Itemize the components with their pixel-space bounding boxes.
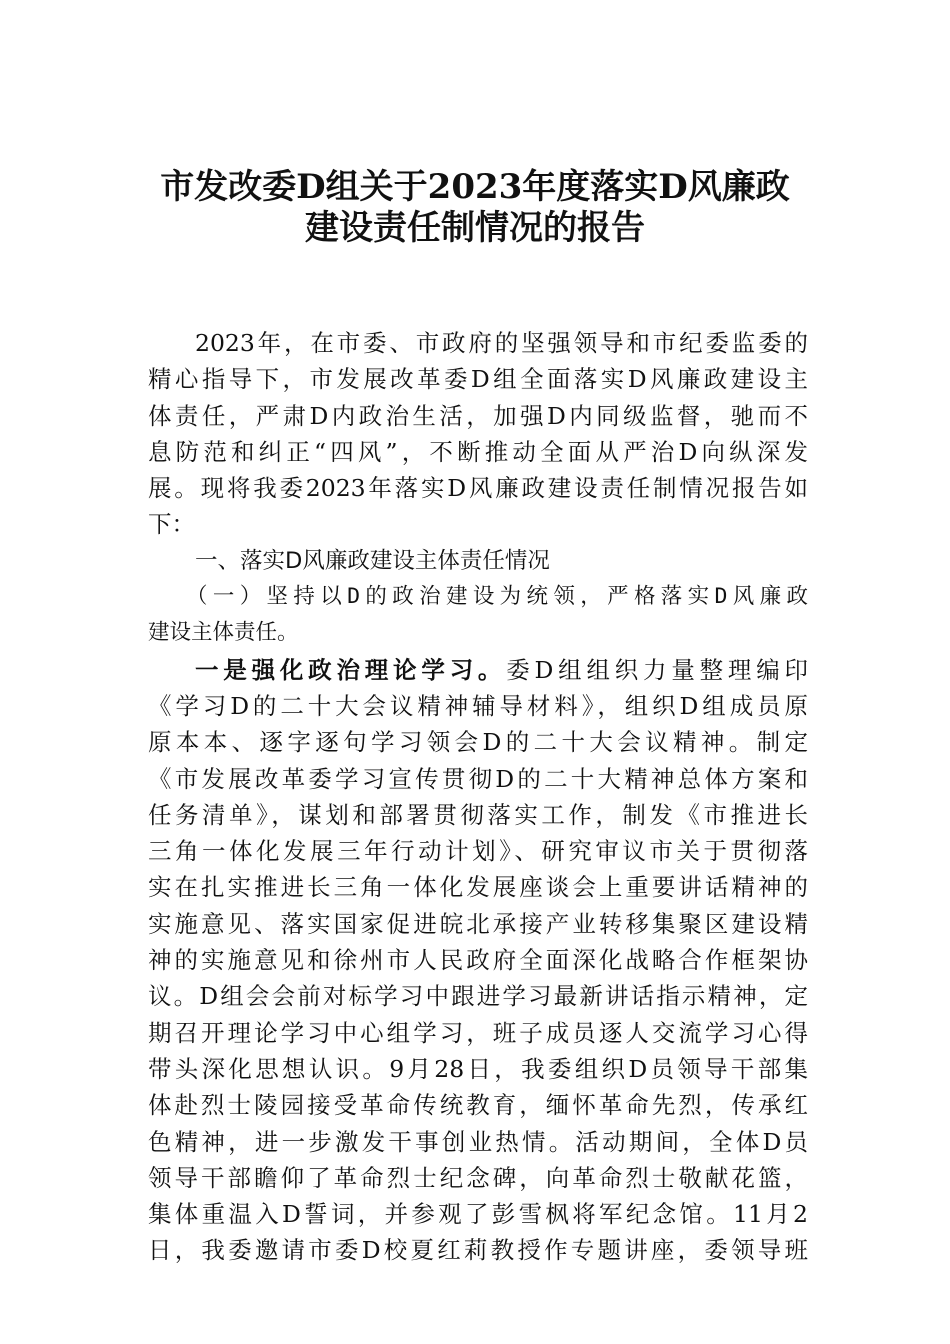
paragraph-first-line (148, 652, 808, 688)
paragraph-line: 《学习D的二十大会议精神辅导材料》，组织D组成员原 (148, 691, 808, 720)
paragraph-line: 任务清单》，谋划和部署贯彻落实工作，制发《市推进长 (148, 800, 808, 829)
paragraph-line: 体赴烈士陵园接受革命传统教育，缅怀革命先烈，传承红 (148, 1091, 808, 1120)
intro-line: 体责任，严肃D内政治生活，加强D内同级监督，驰而不 (148, 401, 808, 430)
paragraph-line: 色精神，进一步激发干事创业热情。活动期间，全体D员 (148, 1127, 808, 1156)
paragraph-line: 三角一体化发展三年行动计划》、研究审议市关于贯彻落 (148, 837, 808, 866)
paragraph-first-line-text: 委D组组织力量整理编印 (506, 655, 808, 684)
subsection-heading-line: （一）坚持以D的政治建设为统领，严格落实D风廉政 (186, 584, 808, 610)
subsection-heading-line: 建设主体责任。 (148, 620, 299, 646)
paragraph-line: 日，我委邀请市委D校夏红莉教授作专题讲座，委领导班 (148, 1236, 808, 1265)
section-heading: 一、落实D风廉政建设主体责任情况 (195, 547, 550, 574)
paragraph-line: 实在扎实推进长三角一体化发展座谈会上重要讲话精神的 (148, 873, 808, 902)
paragraph-line: 议。D组会会前对标学习中跟进学习最新讲话指示精神，定 (148, 982, 808, 1011)
paragraph-line: 神的实施意见和徐州市人民政府全面深化战略合作框架协 (148, 946, 808, 975)
paragraph-line: 领导干部瞻仰了革命烈士纪念碑，向革命烈士敬献花篮， (148, 1163, 808, 1192)
intro-line: 展。现将我委2023年落实D风廉政建设责任制情况报告如 (148, 474, 808, 503)
paragraph-line: 带头深化思想认识。9月28日，我委组织D员领导干部集 (148, 1054, 808, 1083)
intro-line: 精心指导下，市发展改革委D组全面落实D风廉政建设主 (148, 365, 808, 394)
paragraph-line: 原本本、逐字逐句学习领会D的二十大会议精神。制定 (148, 728, 808, 757)
paragraph-line: 集体重温入D誓词，并参观了彭雪枫将军纪念馆。11月2 (148, 1200, 808, 1229)
intro-line: 2023年，在市委、市政府的坚强领导和市纪委监委的 (195, 329, 808, 357)
document-body (148, 325, 808, 1269)
paragraph-line: 《市发展改革委学习宣传贯彻D的二十大精神总体方案和 (148, 764, 808, 793)
paragraph-lead: 一是强化政治理论学习。 (195, 655, 507, 684)
document-title-line-2: 建设责任制情况的报告 (305, 208, 645, 248)
paragraph-line: 期召开理论学习中心组学习，班子成员逐人交流学习心得 (148, 1018, 808, 1047)
intro-line: 下： (148, 510, 195, 539)
paragraph-line: 实施意见、落实国家促进皖北承接产业转移集聚区建设精 (148, 909, 808, 938)
document-title-line-1: 市发改委D组关于2023年度落实D风廉政 (160, 167, 790, 207)
intro-line: 息防范和纠正“四风”，不断推动全面从严治D向纵深发 (148, 437, 808, 466)
